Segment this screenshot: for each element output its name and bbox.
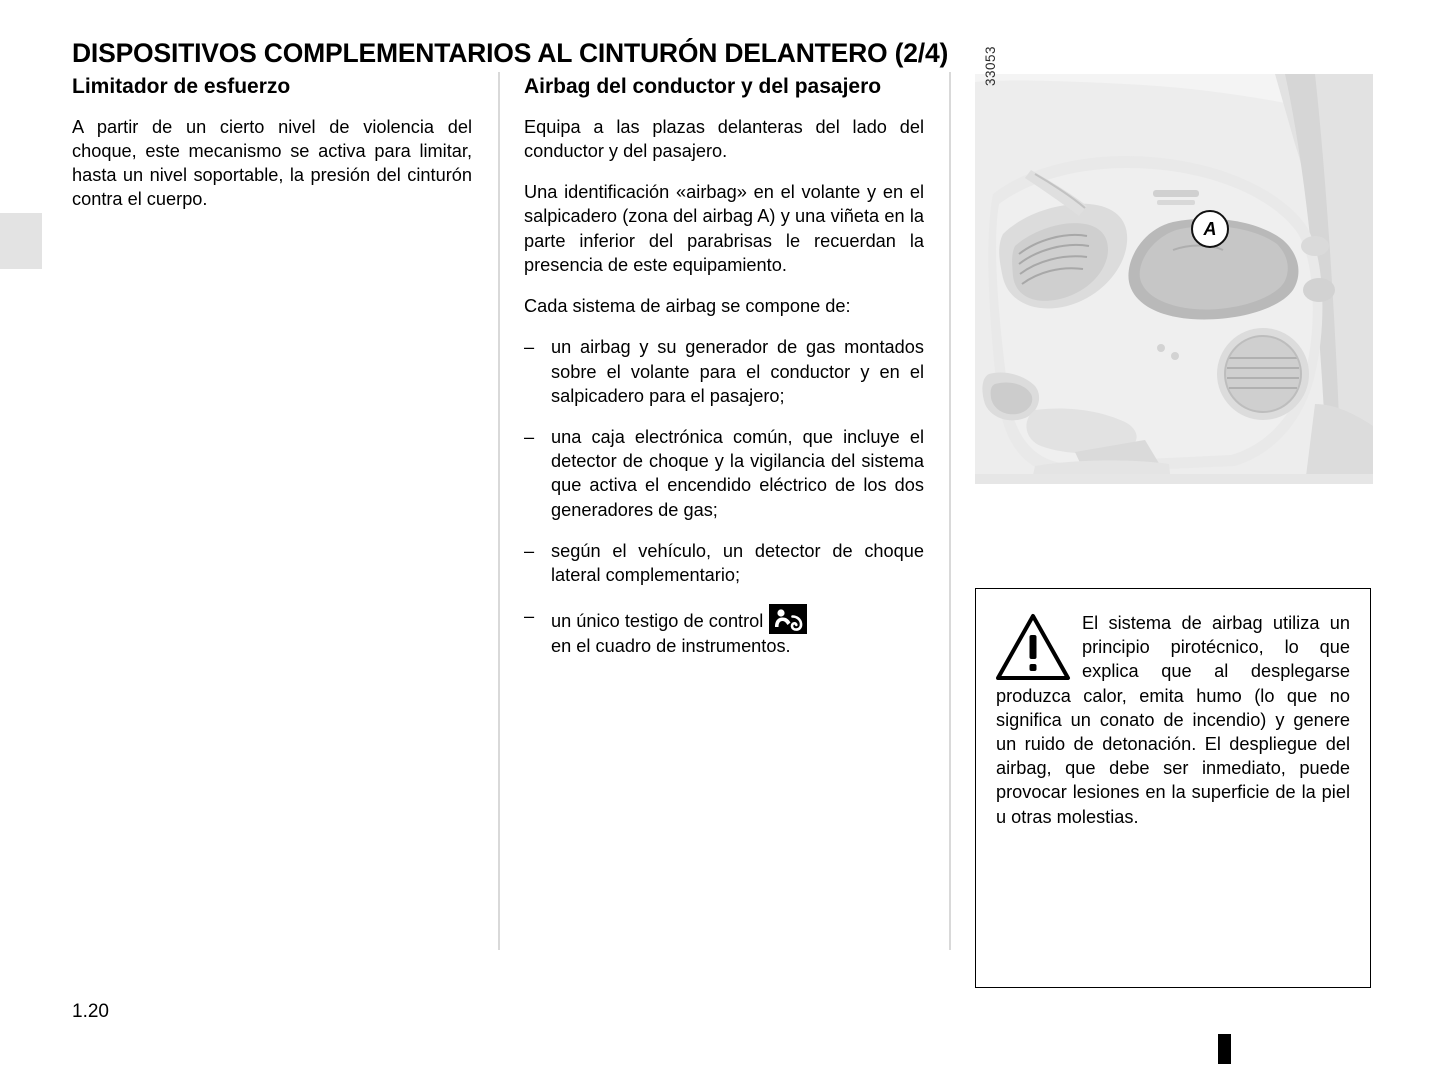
figure-dashboard-airbag — [975, 45, 1373, 484]
list-item-text: una caja electrónica común, que incluye el detector de choque y la vigilancia del sistema que activa el encendido eléctrico de los dos generadores de gas; — [551, 426, 924, 520]
section-edge-tab — [0, 213, 42, 269]
list-item — [524, 335, 924, 408]
column-middle — [524, 74, 924, 675]
warning-text: El sistema de airbag utiliza un principio pirotécnico, lo que explica que al desplegarse produzca calor, emita humo (lo que no significa un conato de incendio) y genere un ruido de detonación. El despliegue del airbag, que debe ser inmediato, puede provocar lesiones en la superficie de la piel u otras molestias. — [996, 613, 1350, 827]
column-divider-1 — [498, 72, 500, 950]
warning-box — [975, 588, 1371, 988]
paragraph-airbag-3: Cada sistema de airbag se compone de: — [524, 296, 851, 317]
warning-triangle-icon — [996, 613, 1070, 681]
list-item-text-tail: en el cuadro de instrumentos. — [551, 636, 791, 657]
dashboard-airbag-illustration — [975, 74, 1373, 484]
page-number: 1.20 — [72, 1001, 109, 1022]
paragraph-limitador: A partir de un cierto nivel de violencia del choque, este mecanismo se activa para limitar, hasta un nivel soportable, la presión del cinturón contra el cuerpo. — [72, 116, 472, 210]
page-title: DISPOSITIVOS COMPLEMENTARIOS AL CINTURÓN DELANTERO (2/4) — [72, 37, 949, 68]
list-item-text: un airbag y su generador de gas montados sobre el volante para el conductor y en el salpicadero para el pasajero; — [551, 337, 924, 406]
list-item-text: según el vehículo, un detector de choque lateral complementario; — [551, 540, 924, 585]
paragraph-airbag-1: Equipa a las plazas delanteras del lado del conductor y del pasajero. — [524, 116, 924, 162]
airbag-warning-light-icon — [769, 604, 807, 634]
column-divider-2 — [949, 72, 951, 950]
list-item — [524, 604, 924, 658]
column-left — [72, 74, 472, 212]
heading-limitador-de-esfuerzo: Limitador de esfuerzo — [72, 75, 291, 98]
heading-airbag-conductor-pasajero: Airbag del conductor y del pasajero — [524, 75, 882, 98]
callout-label-a: A — [1191, 210, 1229, 248]
list-item-text: un único testigo de control — [551, 611, 764, 632]
figure-number: 33053 — [983, 45, 998, 86]
list-dash: – — [524, 426, 535, 447]
list-dash: – — [524, 606, 535, 627]
list-dash: – — [524, 337, 535, 358]
airbag-components-list — [524, 335, 924, 658]
list-dash: – — [524, 540, 535, 561]
list-item — [524, 539, 924, 587]
list-item — [524, 425, 924, 522]
paragraph-airbag-2: Una identificación «airbag» en el volante y en el salpicadero (zona del airbag A) y una viñeta en la parte inferior del parabrisas le recuerdan la presencia de este equipamiento. — [524, 182, 924, 275]
corner-mark — [1218, 1034, 1231, 1064]
